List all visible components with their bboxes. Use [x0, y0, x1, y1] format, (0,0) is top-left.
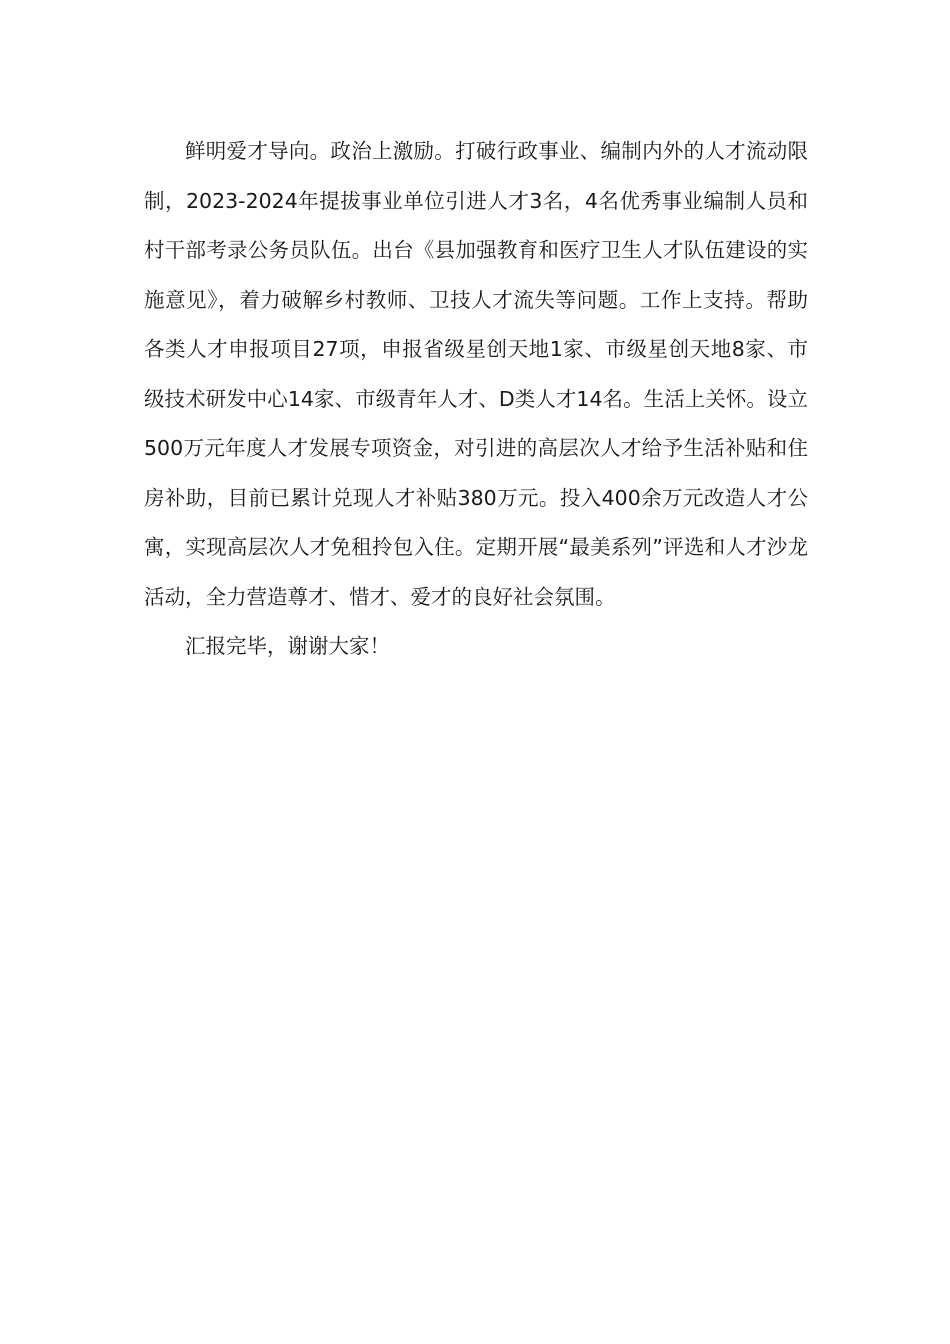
closing-paragraph: 汇报完毕，谢谢大家！: [185, 634, 390, 658]
document-body: [144, 127, 808, 672]
body-paragraph: 鲜明爱才导向。政治上激励。打破行政事业、编制内外的人才流动限制，2023-2024年提拔事业单位引进人才3名，4名优秀事业编制人员和村干部考录公务员队伍。出台《县加强教育和医疗卫生人才队伍建设的实施意见》，着力破解乡村教师、卫技人才流失等问题。工作上支持。帮助各类人才申报项目27项，申报省级星创天地1家、市级星创天地8家、市级技术研发中心14家、市级青年人才、D类人才14名。生活上关怀。设立500万元年度人才发展专项资金，对引进的高层次人才给予生活补贴和住房补助，目前已累计兑现人才补贴380万元。投入400余万元改造人才公寓，实现高层次人才免租拎包入住。定期开展“最美系列”评选和人才沙龙活动，全力营造尊才、惜才、爱才的良好社会氛围。: [144, 139, 808, 609]
